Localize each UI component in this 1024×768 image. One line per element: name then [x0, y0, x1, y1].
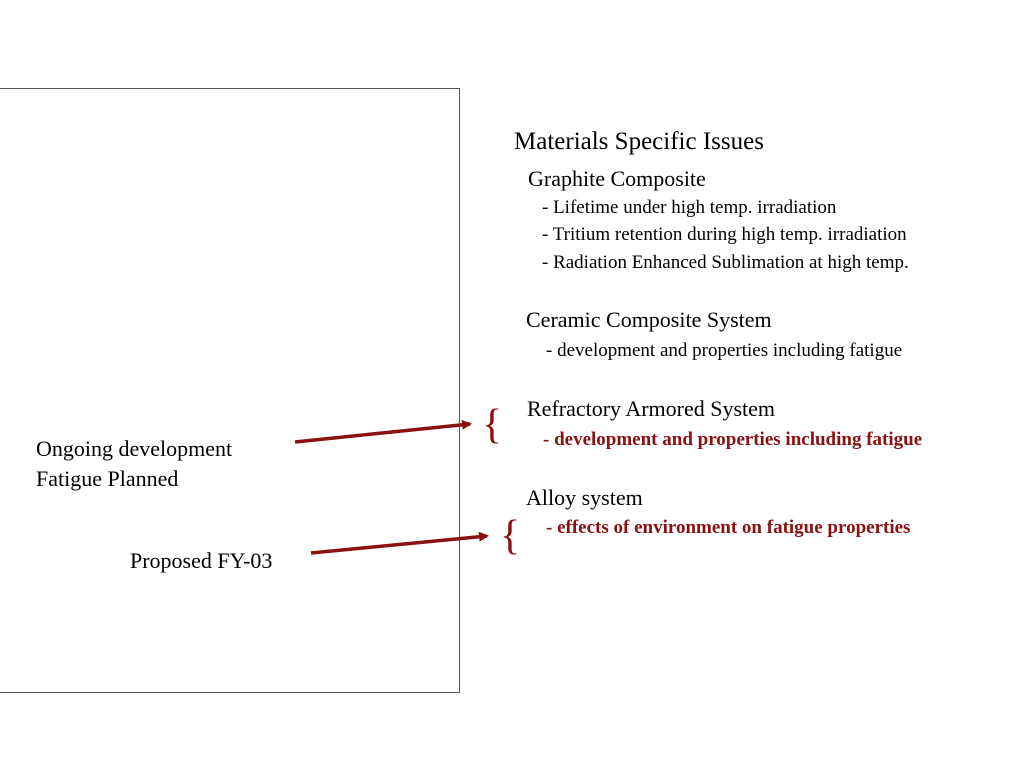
section-heading-ceramic: Ceramic Composite System: [526, 307, 772, 332]
graphite-item-1: - Lifetime under high temp. irradiation: [542, 197, 837, 218]
refractory-annotation-line1: Ongoing development: [36, 436, 233, 461]
alloy-brace: {: [500, 513, 521, 559]
section-heading-refractory: Refractory Armored System: [527, 396, 776, 421]
refractory-item-1: - development and properties including fatigue: [543, 429, 923, 450]
section-heading-alloy: Alloy system: [526, 485, 643, 510]
graphite-item-2: - Tritium retention during high temp. irradiation: [542, 224, 907, 245]
refractory-brace: {: [482, 402, 503, 448]
alloy-arrow: [311, 536, 487, 553]
page-title: Materials Specific Issues: [514, 128, 764, 155]
ceramic-item-1: - development and properties including fatigue: [546, 340, 903, 361]
section-heading-graphite: Graphite Composite: [528, 166, 706, 191]
alloy-item-1: - effects of environment on fatigue properties: [546, 517, 911, 538]
alloy-annotation: Proposed FY-03: [130, 548, 273, 573]
refractory-arrow: [295, 424, 470, 442]
graphite-item-3: - Radiation Enhanced Sublimation at high temp.: [542, 252, 909, 273]
refractory-annotation-line2: Fatigue Planned: [36, 466, 179, 491]
